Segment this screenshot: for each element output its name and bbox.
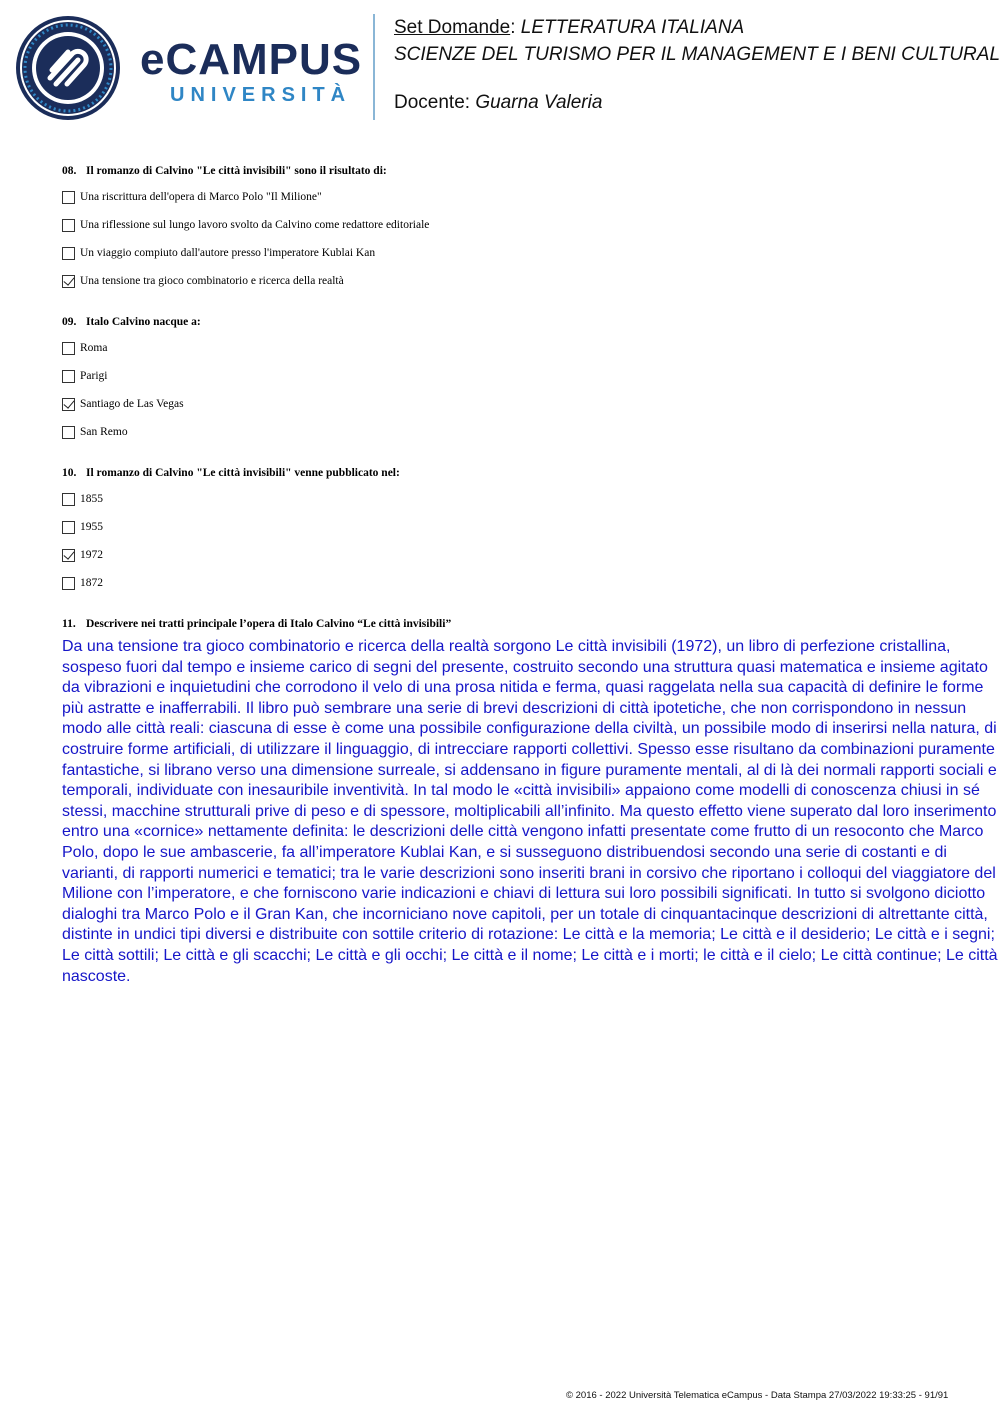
question-number: 09.	[62, 316, 77, 328]
set-line	[394, 14, 1000, 41]
answer-option[interactable]	[62, 549, 962, 577]
option-label: 1972	[80, 549, 103, 561]
question-text: Il romanzo di Calvino "Le città invisibili" sono il risultato di:	[86, 165, 387, 177]
checkbox[interactable]	[62, 247, 75, 260]
option-label: Un viaggio compiuto dall'autore presso l'imperatore Kublai Kan	[80, 247, 376, 259]
answer-option[interactable]	[62, 342, 962, 370]
answer-option[interactable]	[62, 493, 962, 521]
question-number: 11.	[62, 618, 76, 630]
docente-label: Docente:	[394, 92, 476, 113]
brand-wordmark	[140, 35, 363, 108]
question-title	[62, 164, 962, 178]
answer-option[interactable]	[62, 521, 962, 549]
checkbox[interactable]	[62, 521, 75, 534]
option-label: Una riflessione sul lungo lavoro svolto da Calvino come redattore editoriale	[80, 219, 430, 231]
open-answer-text: Da una tensione tra gioco combinatorio e ricerca della realtà sorgono Le città invisibili (1972), un libro di perfezione cristallina, sospeso fuori dal tempo e insieme carico di segni del presente, costruito secondo una struttura quasi matematica e insieme agitato da vibrazioni e inquietudini che corrodono il velo di una prosa nitida e ferma, quasi raggelata nella sua capacità di definire le forme più astratte e inafferrabili. Il libro può sembrare una serie di brevi descrizioni di città ipotetiche, che non corrispondono in nessun modo alle città reali: ciascuna di esse è come una possibile configurazione della civiltà, un possibile modo di inserirsi nella natura, di costruire forme artificiali, di utilizzare il linguaggio, di intrecciare rapporti collettivi. Spesso esse risultano da combinazioni puramente fantastiche, si librano verso una dimensione surreale, si addensano in figure puramente mentali, al di là dei normali rapporti sociali e temporali, individuate con inesauribile inventività. In tal modo le «città invisibili» appaiono come modelli di conoscenza chiusi in sé stessi, macchine strutturali prive di peso e di spessore, moltiplicabili all’infinito. Ma questo effetto viene superato dal loro inserimento entro una «cornice» nettamente definita: le descrizioni delle città vengono infatti presentate come frutto di un resoconto che Marco Polo, dopo le sue ambascerie, fa all’imperatore Kublai Kan, e si susseguono distribuendosi secondo una serie di costanti e di varianti, di rapporti numerici e tematici; tra le varie descrizioni sono inseriti brani in corsivo che riportano i colloqui del viaggiatore del Milione con l’imperatore, e che forniscono varie indicazioni e chiavi di lettura sui loro possibili significati. In tutto si svolgono diciotto dialoghi tra Marco Polo e il Gran Kan, che incorniciano nove capitoli, per un totale di cinquantacinque descrizioni di altrettante città, distinte in undici tipi diversi e distribuite con sottile criterio di rotazione: Le città e la memoria; Le città e il desiderio; Le città e i segni; Le città sottili; Le città e gli scacchi; Le città e gli occhi; Le città e il nome; Le città e i morti; le città e il cielo; Le città continue; Le città nascoste.	[62, 638, 998, 985]
option-label: 1872	[80, 577, 103, 589]
answer-option[interactable]	[62, 577, 962, 605]
ecampus-logo	[12, 12, 362, 122]
brand-subtitle: UNIVERSITÀ	[170, 84, 352, 106]
checkbox[interactable]	[62, 342, 75, 355]
course-name: SCIENZE DEL TURISMO PER IL MANAGEMENT E I BENI CULTURAL	[394, 44, 1000, 65]
answer-option[interactable]	[62, 398, 962, 426]
document-header	[394, 14, 1000, 116]
answer-option[interactable]	[62, 191, 962, 219]
answer-option[interactable]	[62, 370, 962, 398]
option-label: 1855	[80, 493, 103, 505]
checkbox-checked[interactable]	[62, 398, 75, 411]
question-number: 08.	[62, 165, 77, 177]
checkbox[interactable]	[62, 191, 75, 204]
option-label: 1955	[80, 521, 103, 533]
question-09	[62, 315, 962, 454]
question-text: Il romanzo di Calvino "Le città invisibili" venne pubblicato nel:	[86, 467, 400, 479]
set-separator: :	[510, 17, 521, 38]
answer-option[interactable]	[62, 219, 962, 247]
option-label: San Remo	[80, 426, 128, 438]
checkbox[interactable]	[62, 493, 75, 506]
question-08	[62, 164, 962, 303]
checkbox-checked[interactable]	[62, 549, 75, 562]
question-text: Italo Calvino nacque a:	[86, 316, 201, 328]
set-label: Set Domande	[394, 17, 511, 38]
page-footer: © 2016 - 2022 Università Telematica eCampus - Data Stampa 27/03/2022 19:33:25 - 91/91	[566, 1390, 949, 1401]
option-label: Santiago de Las Vegas	[80, 398, 184, 410]
question-title	[62, 466, 962, 480]
question-number: 10.	[62, 467, 77, 479]
checkbox[interactable]	[62, 426, 75, 439]
brand-name: eCAMPUS	[140, 35, 363, 84]
answer-option[interactable]	[62, 275, 962, 303]
checkbox[interactable]	[62, 370, 75, 383]
question-text: Descrivere nei tratti principale l’opera di Italo Calvino “Le città invisibili”	[86, 618, 452, 630]
course-line	[394, 41, 1000, 68]
question-11	[62, 617, 962, 631]
docente-line	[394, 89, 1000, 116]
option-label: Una riscrittura dell'opera di Marco Polo "Il Milione"	[80, 191, 322, 203]
question-title	[62, 617, 962, 631]
question-title	[62, 315, 962, 329]
answer-option[interactable]	[62, 426, 962, 454]
checkbox[interactable]	[62, 219, 75, 232]
docente-name: Guarna Valeria	[475, 92, 603, 113]
header-divider	[373, 14, 375, 120]
subject-name: LETTERATURA ITALIANA	[520, 17, 745, 38]
checkbox-checked[interactable]	[62, 275, 75, 288]
option-label: Parigi	[80, 370, 108, 382]
question-10	[62, 466, 962, 605]
option-label: Una tensione tra gioco combinatorio e ricerca della realtà	[80, 275, 344, 287]
checkbox[interactable]	[62, 577, 75, 590]
option-label: Roma	[80, 342, 108, 354]
answer-option[interactable]	[62, 247, 962, 275]
ecampus-seal-icon	[12, 12, 124, 124]
